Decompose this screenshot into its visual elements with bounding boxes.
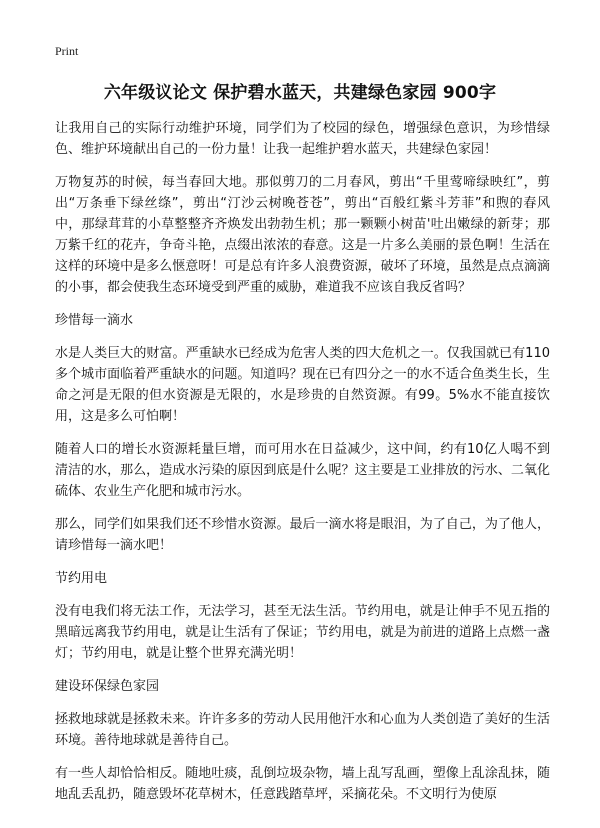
spring-paragraph: 万物复苏的时候，每当春回大地。那似剪刀的二月春风，剪出“千里莺啼绿映红”，剪出“万条垂下绿丝绦”，剪出“汀沙云树晚苍苍”，剪出“百般红紫斗芳菲”和煦的春风中，那绿茸茸的小草整整齐齐焕发出勃勃生机；那一颗颗小树苗'吐出嫩绿的新芽；那万紫千红的花卉，争奇斗艳，点缀出浓浓的春意。这是一片多么美丽的景色啊！生活在这样的环境中是多么惬意呀！可是总有许多人浪费资源，破坏了环境，虽然是点点滴滴的小事，都会使我生态环境受到严重的威胁，难道我不应该自我反省吗？ <box>55 175 550 295</box>
electricity-paragraph-1: 没有电我们将无法工作，无法学习，甚至无法生活。节约用电，就是让伸手不见五指的黑暗远离我节约用电，就是让生活有了保证；节约用电，就是为前进的道路上点燃一盏灯；节约用电，就是让整个世界充满光明！ <box>55 604 550 661</box>
intro-paragraph: 让我用自己的实际行动维护环境，同学们为了校园的绿色，增强绿色意识，为珍惜绿色、维护环境献出自己的一份力量！让我一起维护碧水蓝天，共建绿色家园！ <box>55 121 550 157</box>
section-heading-electricity: 节约用电 <box>55 571 108 586</box>
green-home-paragraph-1: 拯救地球就是拯救未来。许许多多的劳动人民用他汗水和心血为人类创造了美好的生活环境。善待地球就是善待自己。 <box>55 712 550 748</box>
water-paragraph-2: 随着人口的增长水资源耗量巨增，而可用水在日益减少，这中间，约有10亿人喝不到清洁的水，那么，造成水污染的原因到底是什么呢？这主要是工业排放的污水、二氧化硫体、农业生产化肥和城市污水。 <box>55 442 550 499</box>
page-title: 六年级议论文 保护碧水蓝天，共建绿色家园 900字 <box>103 83 497 103</box>
section-heading-green-home: 建设环保绿色家园 <box>55 679 160 694</box>
green-home-paragraph-2: 有一些人却恰恰相反。随地吐痰，乱倒垃圾杂物，墙上乱写乱画，塑像上乱涂乱抹，随地乱丢乱扔，随意毁坏花草树木，任意践踏草坪，采摘花朵。不文明行为使原 <box>55 766 550 802</box>
print-link[interactable]: Print <box>55 44 79 58</box>
water-paragraph-3: 那么，同学们如果我们还不珍惜水资源。最后一滴水将是眼泪，为了自己，为了他人，请珍惜每一滴水吧！ <box>55 517 550 553</box>
water-paragraph-1: 水是人类巨大的财富。严重缺水已经成为危害人类的四大危机之一。仅我国就已有110多个城市面临着严重缺水的问题。知道吗？现在已有四分之一的水不适合鱼类生长，生命之河是无限的但水资源是无限的，水是珍贵的自然资源。有99。5%水不能直接饮用，这是多么可怕啊！ <box>55 346 550 424</box>
section-heading-water: 珍惜每一滴水 <box>55 313 134 328</box>
article-body <box>55 118 550 817</box>
